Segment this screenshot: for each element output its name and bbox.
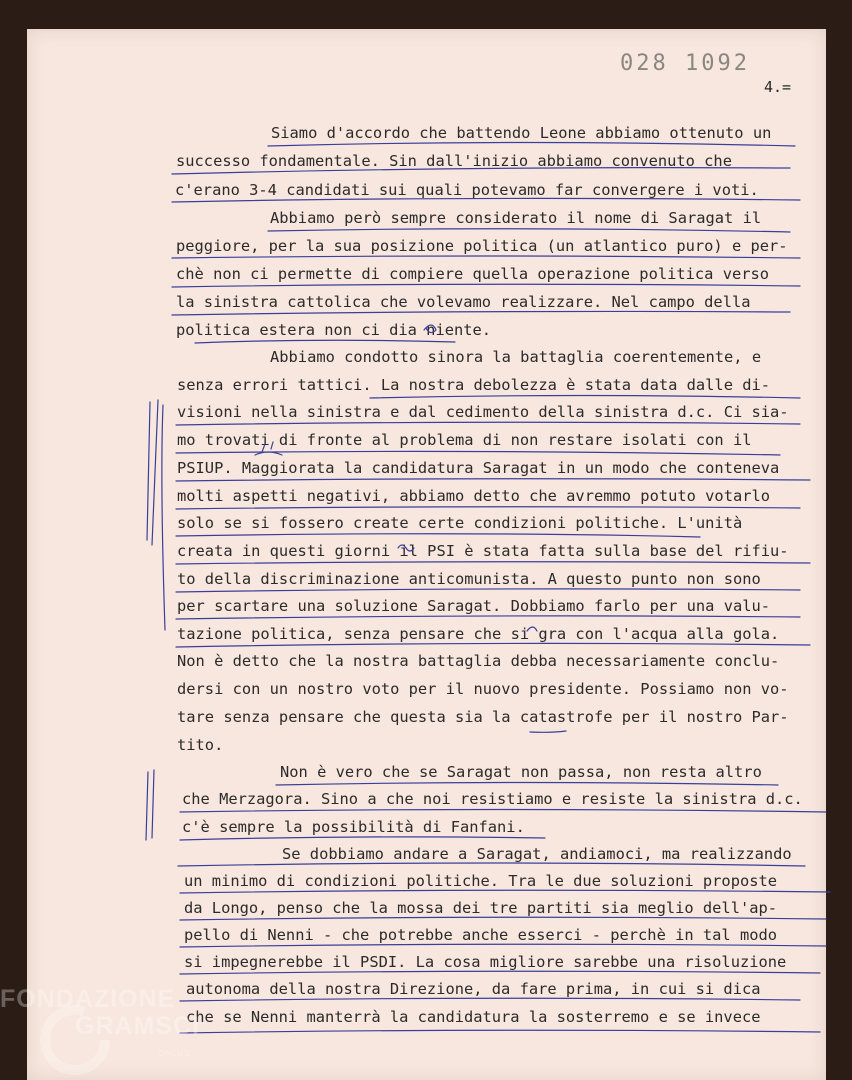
text-line: PSIUP. Maggiorata la candidatura Saragat in un modo che conteneva (177, 459, 780, 477)
text-line: Abbiamo condotto sinora la battaglia coerentemente, e (270, 348, 762, 366)
text-line: Siamo d'accordo che battendo Leone abbiamo ottenuto un (271, 124, 772, 142)
text-line: che se Nenni manterrà la candidatura la sosterremo e se invece (186, 1008, 761, 1026)
text-line: peggiore, per la sua posizione politica (un atlantico puro) e per- (176, 237, 788, 255)
text-line: autonoma della nostra Direzione, da fare prima, in cui si dica (186, 980, 761, 998)
text-line: chè non ci permette di compiere quella operazione politica verso (176, 265, 770, 283)
text-line: tazione politica, senza pensare che si gra con l'acqua alla gola. (177, 625, 780, 643)
text-line: to della discriminazione anticomunista. A questo punto non sono (177, 570, 761, 588)
text-line: pello di Nenni - che potrebbe anche esserci - perchè in tal modo (184, 926, 778, 944)
text-line: solo se si fossero create certe condizioni politiche. L'unità (177, 514, 743, 532)
foundation-watermark (0, 985, 230, 1080)
text-line: Abbiamo però sempre considerato il nome di Saragat il (270, 209, 762, 227)
watermark-line1: FONDAZIONE (0, 985, 176, 1013)
text-line: un minimo di condizioni politiche. Tra le due soluzioni proposte (184, 872, 778, 890)
archive-stamp: 028 1092 (620, 51, 750, 76)
text-line: c'è sempre la possibilità di Fanfani. (182, 818, 525, 836)
page-number: 4.= (764, 78, 792, 96)
watermark-line3: ONLUS (158, 1049, 191, 1058)
text-line: successo fondamentale. Sin dall'inizio abbiamo convenuto che (176, 152, 732, 170)
text-line: che Merzagora. Sino a che noi resistiamo e resiste la sinistra d.c. (182, 790, 803, 808)
text-line: la sinistra cattolica che volevamo realizzare. Nel campo della (176, 293, 751, 311)
text-line: molti aspetti negativi, abbiamo detto che avremmo potuto votarlo (177, 487, 771, 505)
text-line: dersi con un nostro voto per il nuovo presidente. Possiamo non vo- (177, 680, 789, 698)
text-line: tito. (177, 736, 224, 754)
text-line: si impegnerebbe il PSDI. La cosa migliore sarebbe una risoluzione (184, 953, 787, 971)
text-line: Non è vero che se Saragat non passa, non resta altro (280, 763, 762, 781)
text-line: visioni nella sinistra e dal cedimento della sinistra d.c. Ci sia- (177, 403, 789, 421)
text-line: c'erano 3-4 candidati sui quali potevamo far convergere i voti. (175, 181, 759, 199)
text-line: da Longo, penso che la mossa dei tre partiti sia meglio dell'ap- (184, 899, 778, 917)
text-line: Se dobbiamo andare a Saragat, andiamoci, ma realizzando (282, 845, 792, 863)
text-line: per scartare una soluzione Saragat. Dobbiamo farlo per una valu- (177, 597, 771, 615)
text-line: Non è detto che la nostra battaglia debba necessariamente conclu- (177, 652, 780, 670)
text-line: politica estera non ci dia niente. (176, 321, 492, 339)
text-line: tare senza pensare che questa sia la catastrofe per il nostro Par- (177, 708, 789, 726)
text-line: creata in questi giorni il PSI è stata fatta sulla base del rifiu- (177, 542, 789, 560)
watermark-line2: GRAMSCI (75, 1012, 201, 1040)
text-line: mo trovati di fronte al problema di non restare isolati con il (177, 431, 752, 449)
text-line: senza errori tattici. La nostra debolezza è stata data dalle di- (177, 376, 771, 394)
